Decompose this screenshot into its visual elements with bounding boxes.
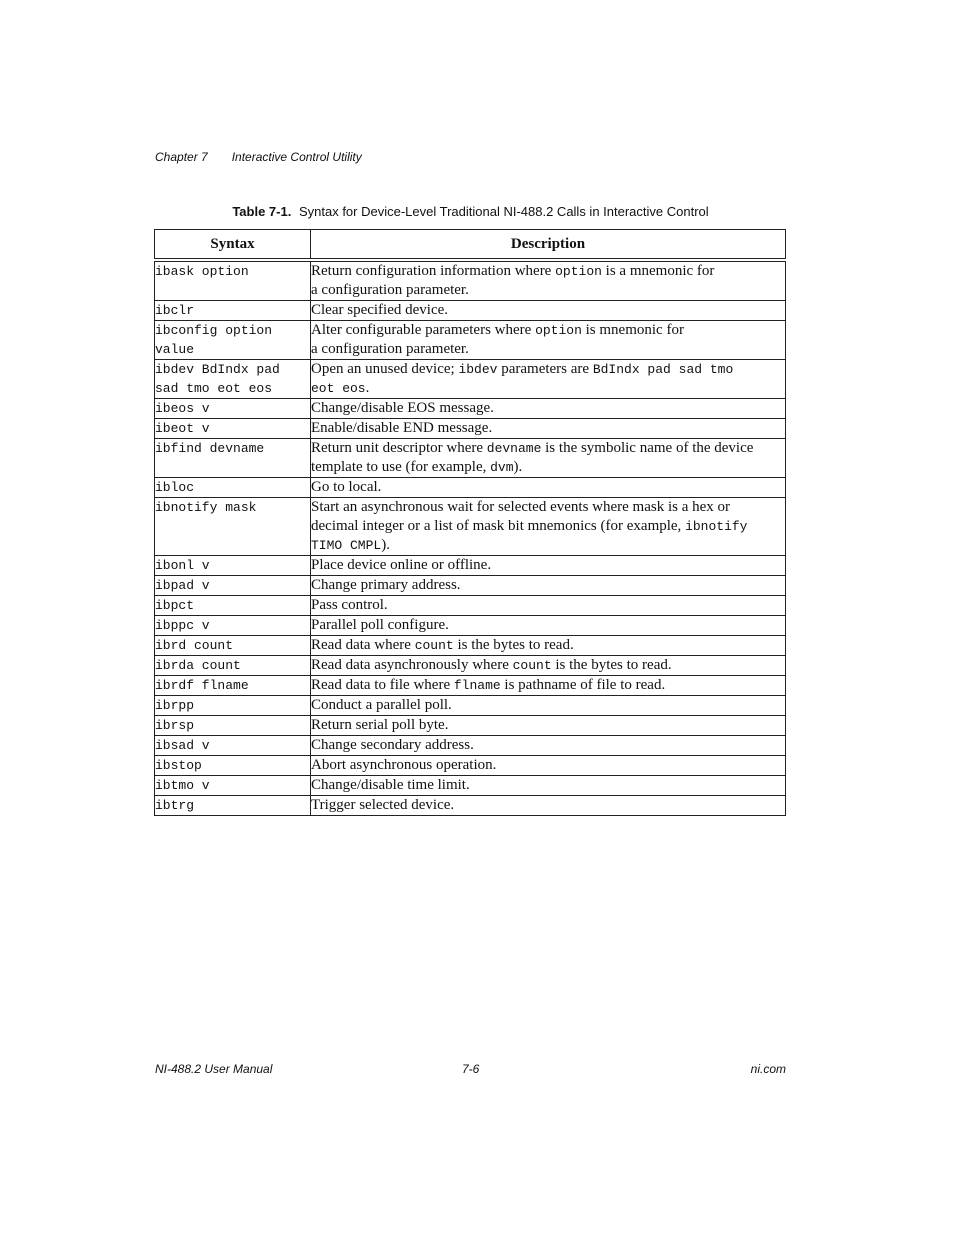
syntax-cell [155, 419, 311, 439]
description-text: Trigger selected device. [311, 797, 455, 813]
syntax-text: ibclr [155, 303, 195, 318]
column-header-description: Description [311, 230, 786, 261]
description-cell [311, 576, 786, 596]
description-cell [311, 439, 786, 478]
inline-code: ibdev [458, 362, 498, 377]
table-row [155, 596, 786, 616]
description-cell [311, 498, 786, 556]
description-text: is the bytes to read. [453, 637, 574, 653]
syntax-text: ibeos v [155, 401, 210, 416]
table-row [155, 656, 786, 676]
description-cell [311, 696, 786, 716]
description-cell [311, 321, 786, 360]
description-text: Go to local. [311, 479, 382, 495]
syntax-text: ibtmo v [155, 778, 210, 793]
description-text: a configuration parameter. [311, 282, 469, 298]
description-cell [311, 399, 786, 419]
syntax-cell [155, 596, 311, 616]
syntax-text: ibloc [155, 480, 195, 495]
inline-code: option [535, 323, 582, 338]
inline-code: devname [486, 441, 542, 456]
inline-code: flname [453, 678, 501, 693]
description-text: Change/disable time limit. [311, 777, 470, 793]
syntax-cell [155, 696, 311, 716]
syntax-cell [155, 576, 311, 596]
description-cell [311, 776, 786, 796]
syntax-cell [155, 439, 311, 478]
syntax-text: ibonl v [155, 558, 210, 573]
syntax-cell [155, 776, 311, 796]
description-text: Parallel poll configure. [311, 617, 449, 633]
description-text: decimal integer or a list of mask bit mnemonics (for example, [311, 518, 686, 534]
syntax-text: ibpad v [155, 578, 210, 593]
syntax-cell [155, 616, 311, 636]
description-text: Alter configurable parameters where [311, 322, 536, 338]
syntax-cell [155, 399, 311, 419]
table-row [155, 399, 786, 419]
description-text: Open an unused device; [311, 361, 459, 377]
syntax-cell [155, 756, 311, 776]
description-cell [311, 616, 786, 636]
description-text: Return serial poll byte. [311, 717, 449, 733]
syntax-text: ibdev BdIndx pad [155, 362, 280, 377]
syntax-text: sad tmo eot eos [155, 381, 273, 396]
syntax-text: ibrdf flname [155, 678, 249, 693]
description-cell [311, 596, 786, 616]
description-cell [311, 419, 786, 439]
description-cell [311, 360, 786, 399]
description-text: Read data where [311, 637, 415, 653]
table-caption-label: Table 7-1. [232, 204, 292, 219]
table-caption [155, 204, 786, 219]
syntax-cell [155, 556, 311, 576]
description-text: Conduct a parallel poll. [311, 697, 452, 713]
description-cell [311, 556, 786, 576]
table-row [155, 636, 786, 656]
description-text: Abort asynchronous operation. [311, 757, 497, 773]
table-caption-text: Syntax for Device-Level Traditional NI-488.2 Calls in Interactive Control [298, 204, 709, 219]
syntax-text: ibsad v [155, 738, 210, 753]
description-text: Enable/disable END message. [311, 420, 493, 436]
page-number: 7-6 [462, 1062, 480, 1076]
syntax-cell [155, 736, 311, 756]
table-row [155, 796, 786, 816]
syntax-text: ibrda count [155, 658, 241, 673]
description-text: a configuration parameter. [311, 341, 469, 357]
table-row [155, 576, 786, 596]
syntax-text: ibrd count [155, 638, 234, 653]
syntax-text: ibppc v [155, 618, 210, 633]
table-row [155, 616, 786, 636]
inline-code: count [414, 638, 454, 653]
table-header-row [155, 230, 786, 261]
syntax-cell [155, 498, 311, 556]
inline-code: dvm [490, 460, 514, 475]
description-text: Start an asynchronous wait for selected events where mask is a hex or [311, 499, 731, 515]
description-text: ). [381, 537, 390, 553]
syntax-cell [155, 656, 311, 676]
table-row [155, 696, 786, 716]
syntax-table [154, 229, 786, 816]
syntax-cell [155, 301, 311, 321]
syntax-cell [155, 260, 311, 301]
syntax-cell [155, 676, 311, 696]
description-text: Change primary address. [311, 577, 461, 593]
footer-website: ni.com [750, 1062, 786, 1076]
description-text: Clear specified device. [311, 302, 449, 318]
description-cell [311, 676, 786, 696]
description-text: is the bytes to read. [551, 657, 672, 673]
description-text: Read data asynchronously where [311, 657, 513, 673]
inline-code: count [512, 658, 552, 673]
chapter-number: Chapter 7 [155, 150, 208, 164]
syntax-cell [155, 796, 311, 816]
description-text: parameters are [497, 361, 593, 377]
table-row [155, 756, 786, 776]
syntax-text: ibpct [155, 598, 195, 613]
description-text: Place device online or offline. [311, 557, 492, 573]
description-text: is mnemonic for [581, 322, 684, 338]
table-row [155, 301, 786, 321]
description-cell [311, 656, 786, 676]
description-text: Pass control. [311, 597, 388, 613]
syntax-text: ibstop [155, 758, 202, 773]
table-row [155, 260, 786, 301]
syntax-cell [155, 478, 311, 498]
description-text: Read data to file where [311, 677, 454, 693]
table-row [155, 360, 786, 399]
description-cell [311, 716, 786, 736]
table-row [155, 736, 786, 756]
table-row [155, 776, 786, 796]
description-cell [311, 260, 786, 301]
inline-code: option [555, 264, 602, 279]
description-text: is the symbolic name of the device [541, 440, 754, 456]
table-row [155, 556, 786, 576]
table-row [155, 716, 786, 736]
description-text: template to use (for example, [311, 459, 491, 475]
inline-code: TIMO CMPL [311, 538, 382, 553]
footer-manual-title: NI-488.2 User Manual [155, 1062, 273, 1076]
syntax-text: value [155, 342, 195, 357]
description-text: Change secondary address. [311, 737, 474, 753]
syntax-text: ibrsp [155, 718, 195, 733]
syntax-cell [155, 636, 311, 656]
table-row [155, 478, 786, 498]
description-cell [311, 796, 786, 816]
syntax-cell [155, 360, 311, 399]
syntax-text: ibfind devname [155, 441, 265, 456]
description-text: . [365, 380, 370, 396]
running-header [155, 150, 362, 164]
syntax-text: ibconfig option [155, 323, 273, 338]
table-row [155, 676, 786, 696]
description-cell [311, 636, 786, 656]
syntax-text: ibnotify mask [155, 500, 257, 515]
running-footer [155, 1062, 786, 1076]
column-header-syntax: Syntax [155, 230, 311, 261]
table-row [155, 498, 786, 556]
syntax-cell [155, 321, 311, 360]
inline-code: eot eos [311, 381, 366, 396]
description-cell [311, 736, 786, 756]
description-text: Change/disable EOS message. [311, 400, 494, 416]
syntax-text: ibrpp [155, 698, 195, 713]
description-cell [311, 301, 786, 321]
table-row [155, 419, 786, 439]
table-row [155, 321, 786, 360]
description-text: is pathname of file to read. [500, 677, 666, 693]
description-text: is a mnemonic for [601, 263, 715, 279]
syntax-text: ibtrg [155, 798, 195, 813]
chapter-title: Interactive Control Utility [231, 150, 362, 164]
inline-code: ibnotify [685, 519, 748, 534]
description-text: Return configuration information where [311, 263, 556, 279]
description-text: ). [513, 459, 523, 475]
description-text: Return unit descriptor where [311, 440, 487, 456]
syntax-text: ibeot v [155, 421, 210, 436]
inline-code: BdIndx pad sad tmo [592, 362, 734, 377]
syntax-text: ibask option [155, 264, 249, 279]
table-body [155, 260, 786, 816]
description-cell [311, 756, 786, 776]
description-cell [311, 478, 786, 498]
syntax-cell [155, 716, 311, 736]
table-row [155, 439, 786, 478]
